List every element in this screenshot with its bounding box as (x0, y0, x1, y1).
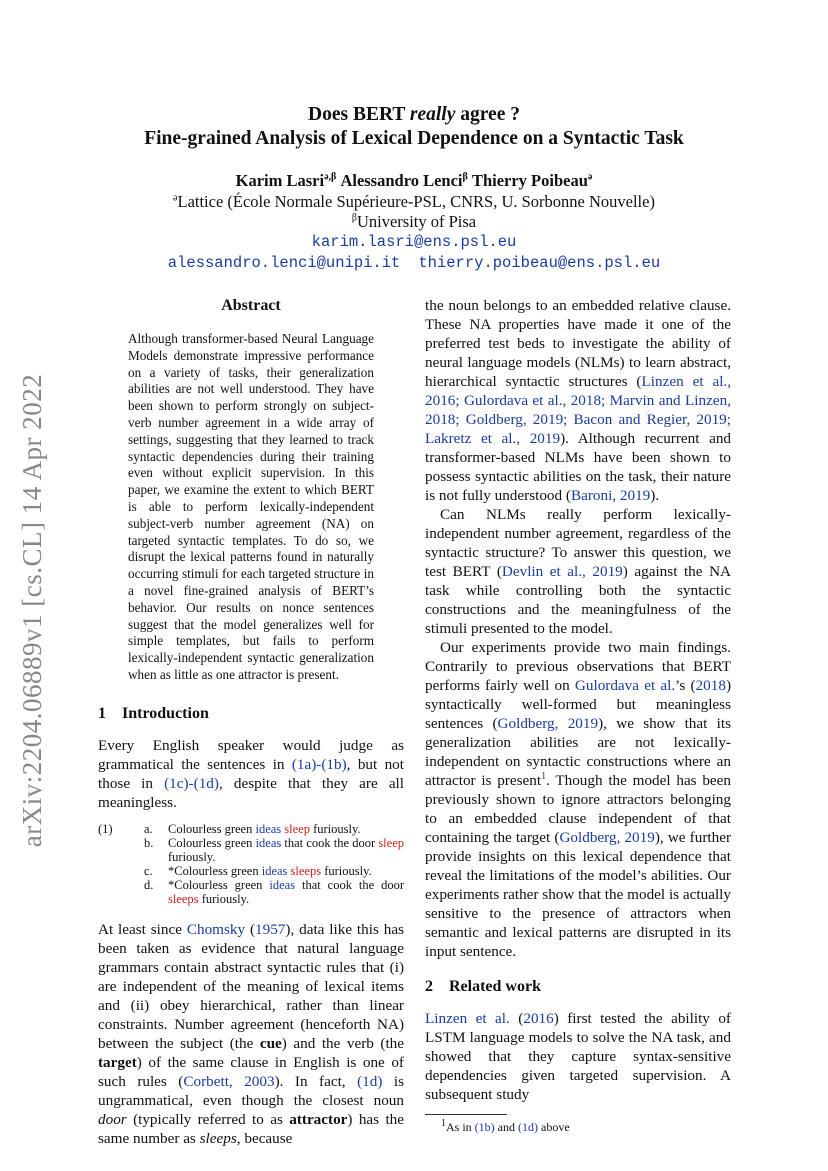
citation-link[interactable]: Devlin et al., 2019 (501, 563, 623, 580)
title-block (98, 103, 730, 274)
author-name: Karim Lasri (235, 171, 325, 190)
intro-paragraph-2: At least since Chomsky (1957), data like this has been taken as evidence that natural language grammars contain abstract syntactic rules that (i) are independent of the meaning of lexical items and (ii) obey hierarchical, rather than linear constraints. Number agreement (henceforth NA) between the subject (the cue) and the verb (the target) of the same clause in English is one of such rules (Corbett, 2003). In fact, (1d) is ungrammatical, even though the closest noun door (typically referred to as attractor) has the same number as sleeps, because (98, 920, 405, 1147)
abstract-heading: Abstract (221, 297, 281, 314)
citation-link[interactable]: 1957 (255, 920, 286, 938)
citation-link[interactable]: 2018 (695, 677, 726, 694)
email-lasri[interactable]: karim.lasri@ens.psl.eu (311, 233, 517, 251)
citation-link[interactable]: 2016 (523, 1010, 554, 1027)
citation-link[interactable]: Corbett, 2003 (183, 1072, 275, 1090)
section-heading-related-work: 2 Related work (425, 978, 541, 995)
right-column (425, 296, 731, 1135)
example-ref-link[interactable]: (1b) (474, 1120, 495, 1134)
example-ref-link[interactable]: (1d) (518, 1120, 538, 1134)
arxiv-id-label: arXiv:2204.06889v1 [cs.CL] 14 Apr 2022 (17, 373, 48, 847)
paper-title-line1: Does BERT really agree ? (308, 104, 520, 125)
email-poibeau[interactable]: thierry.poibeau@ens.psl.eu (418, 254, 661, 272)
example-list (98, 822, 404, 906)
example-item: (1) a. Colourless green ideas sleep furiously. (98, 821, 361, 836)
example-ref-link[interactable]: (1a)-(1b) (291, 755, 347, 773)
intro-paragraph-5: Our experiments provide two main findings. Contrarily to previous observations that BERT performs fairly well on Gulordava et al.’s (2018) syntactically well-formed but meaningless sentences (Goldberg, 2019), we show that its generalization abilities are not lexically-independent on syntactic constructions where an attractor is present$^1$. Though the model has been previously shown to ignore attractors belonging to an embedded clause independent of that containing the target (Goldberg, 2019), we further provide insights on this lexical dependence that reveal the limitations of the model’s abilities. Our experiments rather show that the model is actually sensitive to the presence of attractors when semantic and lexical patterns are disrupted in its input sentence. (425, 639, 732, 960)
citation-link[interactable]: Chomsky (186, 920, 246, 938)
intro-paragraph-3: the noun belongs to an embedded relative clause. These NA properties have made it one of the preferred test beds to investigate the ability of neural language models (NLMs) to learn abstract, hierarchical syntactic structures (Linzen et al., 2016; Gulordava et al., 2018; Marvin and Linzen, 2018; Goldberg, 2019; Bacon and Regier, 2019; Lakretz et al., 2019). Although recurrent and transformer-based NLMs have been shown to possess syntactic abilities on the task, their nature is not fully understood (Baroni, 2019). (425, 297, 732, 504)
author-name: Thierry Poibeau (471, 171, 588, 190)
footnote-1: $^1$As in (1b) and (1d) above (441, 1118, 570, 1134)
author-name: Alessandro Lenci (340, 171, 463, 190)
arxiv-stamp (18, 360, 48, 860)
intro-paragraph-1: Every English speaker would judge as grammatical the sentences in (1a)-(1b), but not those in (1c)-(1d), despite that they are all meaningless. (98, 736, 404, 811)
related-paragraph-1: Linzen et al. (2016) first tested the ability of LSTM language models to solve the NA task, and showed that they capture syntax-sensitive dependencies given targeted supervision. A subsequent study (425, 1010, 731, 1103)
paper-title-line2: Fine-grained Analysis of Lexical Dependence on a Syntactic Task (144, 128, 684, 149)
citation-link[interactable]: Goldberg, 2019 (559, 829, 655, 846)
intro-paragraph-4: Can NLMs really perform lexically-independent number agreement, regardless of the syntactic structure? To answer this question, we test BERT (Devlin et al., 2019) against the NA task while controlling both the syntactic constructions and the meaningfulness of the stimuli presented to the model. (425, 506, 732, 637)
footnote-marker[interactable]: 1 (541, 770, 547, 782)
citation-link[interactable]: Goldberg, 2019 (497, 715, 599, 732)
abstract-text: Although transformer-based Neural Language Models demonstrate impressive performance on a variety of tasks, their generalization abilities are not well understood. They have been shown to perform strongly on subject-verb number agreement in a wide array of settings, suggesting that they learned to track syntactic dependencies during their training even without explicit supervision. In this paper, we examine the extent to which BERT is able to perform lexically-independent subject-verb number agreement (NA) on targeted syntactic templates. To do so, we disrupt the lexical patterns found in naturally occurring stimuli for each targeted structure in a novel fine-grained analysis of BERT’s behavior. Our results on nonce sentences suggest that the model generalizes well for simple templates, but fails to perform lexically-independent syntactic generalization when as little as one attractor is present. (128, 331, 374, 682)
email-lenci[interactable]: alessandro.lenci@unipi.it (167, 254, 401, 272)
footnote-divider (425, 1114, 507, 1115)
example-item: b. Colourless green ideas that cook the door sleep furiously. (144, 835, 404, 864)
affiliation-pisa: $^\beta$University of Pisa (351, 212, 477, 231)
section-heading-introduction: 1 Introduction (98, 704, 209, 722)
example-ref-link[interactable]: (1d) (357, 1072, 383, 1090)
example-ref-link[interactable]: (1c)-(1d) (164, 774, 219, 792)
citation-link[interactable]: Gulordava et al. (574, 677, 676, 694)
author-list: Karim Lasri$^{ə,\beta}$ Alessandro Lenci$^\beta$ Thierry Poibeau$^ə$ (235, 171, 593, 190)
example-item: c. *Colourless green ideas sleeps furiously. (144, 863, 372, 878)
citation-link[interactable]: Linzen et al. (425, 1010, 510, 1027)
citation-link[interactable]: Linzen et al., 2016; Gulordava et al., 2018; Marvin and Linzen, 2018; Goldberg, 2019; Bacon and Regier, 2019; Lakretz et al., 2019 (425, 373, 732, 447)
affiliation-lattice: $^ə$Lattice (École Normale Supérieure-PSL, CNRS, U. Sorbonne Nouvelle) (173, 192, 655, 211)
citation-link[interactable]: Baroni, 2019 (570, 487, 651, 504)
left-column (98, 296, 404, 1148)
example-item: d. *Colourless green ideas that cook the door sleeps furiously. (144, 877, 405, 906)
